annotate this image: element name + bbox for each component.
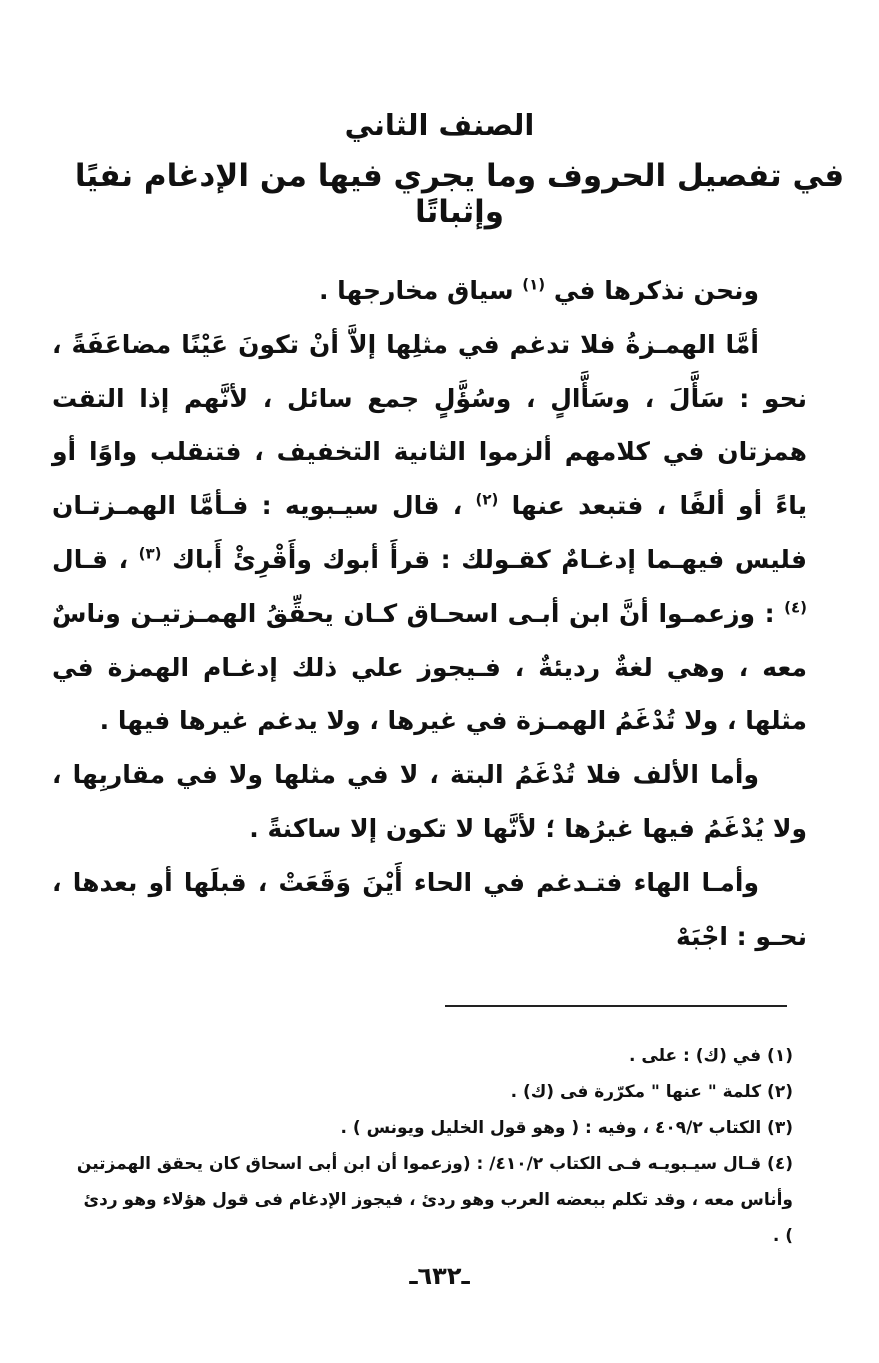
footnote-ref-1[interactable]: (١) <box>522 275 546 294</box>
footnote-3: (٣) الكتاب ٤٠٩/٢ ، وفيه : ( وهو قول الخليل ويونس ) . <box>340 1118 793 1138</box>
footnote-ref-4[interactable]: (٤) <box>784 598 807 617</box>
paragraph-3: وأما الألف فلا تُدْغَمُ البتة ، لا في مثلها ولا في مقاربِها ، ولا يُدْغَمُ فيها غيرُها ؛ لأنَّها لا تكون إلا ساكنةً . <box>52 760 807 843</box>
main-text <box>52 264 807 963</box>
page-number: ـ٦٣٢ـ <box>409 1262 470 1290</box>
footnote-4: (٤) قـال سيـبويـه فـى الكتاب ٤١٠/٢/ : (وزعموا أن ابن أبى اسحاق كان يحقق الهمزتين وأناس معه ، وقد تكلم ببعضه العرب وهو ردئ ، فيجوز الإدغام فى قول هؤلاء وهو ردئ ) . <box>76 1154 793 1246</box>
paragraph-4: وأمـا الهاء فتـدغم في الحاء أَيْنَ وَقَعَتْ ، قبلَها أو بعدها ، نحـو : اجْبَهْ <box>52 867 807 951</box>
paragraph-2: أمَّا الهمـزةُ فلا تدغم في مثلِها إلاَّ أنْ تكونَ عَيْنًا مضاعَفَةً ، نحو : سَأَّلَ ، وسَأَّالٍ ، وسُؤَّلٍ جمع سائل ، لأنَّهم إذا التقت همزتان في كلامهم ألزموا الثانية التخفيف ، فتنقلب واوًا أو ياءً أو ألفًا ، فتبعد عنها $^{(٢)}$ ، قال سيـبويه : فـأمَّا الهمـزتـان فليس فيهـما إدغـامٌ كقـولك : قرأَ أبوك وأَقْرِئْ أَباك $^{(٣)}$ ، قـال $^{(٤)}$ : وزعمـوا أنَّ ابن أبـى اسحـاق كـان يحقِّقُ الهمـزتيـن وناسٌ معه ، وهي لغةٌ رديئةٌ ، فـيجوز علي ذلك إدغـام الهمزة في مثلها ، ولا تُدْغَمُ الهمـزة في غيرها ، ولا يدغم غيرها فيها . <box>52 329 807 736</box>
footnote-ref-3[interactable]: (٣) <box>138 544 162 563</box>
footnote-1: (١) في (ك) : على . <box>629 1046 793 1066</box>
section-title: الصنف الثاني <box>344 108 535 142</box>
footnote-divider <box>445 1005 787 1007</box>
footnote-2: (٢) كلمة " عنها " مكرّرة فى (ك) . <box>510 1082 793 1102</box>
footnotes <box>73 1038 793 1254</box>
section-subtitle: في تفصيل الحروف وما يجري فيها من الإدغام نفيًا وإثباتًا <box>74 158 845 230</box>
footnote-ref-2[interactable]: (٢) <box>475 490 499 509</box>
paragraph-1: ونحن نذكرها في $^{(١)}$ سياق مخارجها . <box>318 275 759 305</box>
